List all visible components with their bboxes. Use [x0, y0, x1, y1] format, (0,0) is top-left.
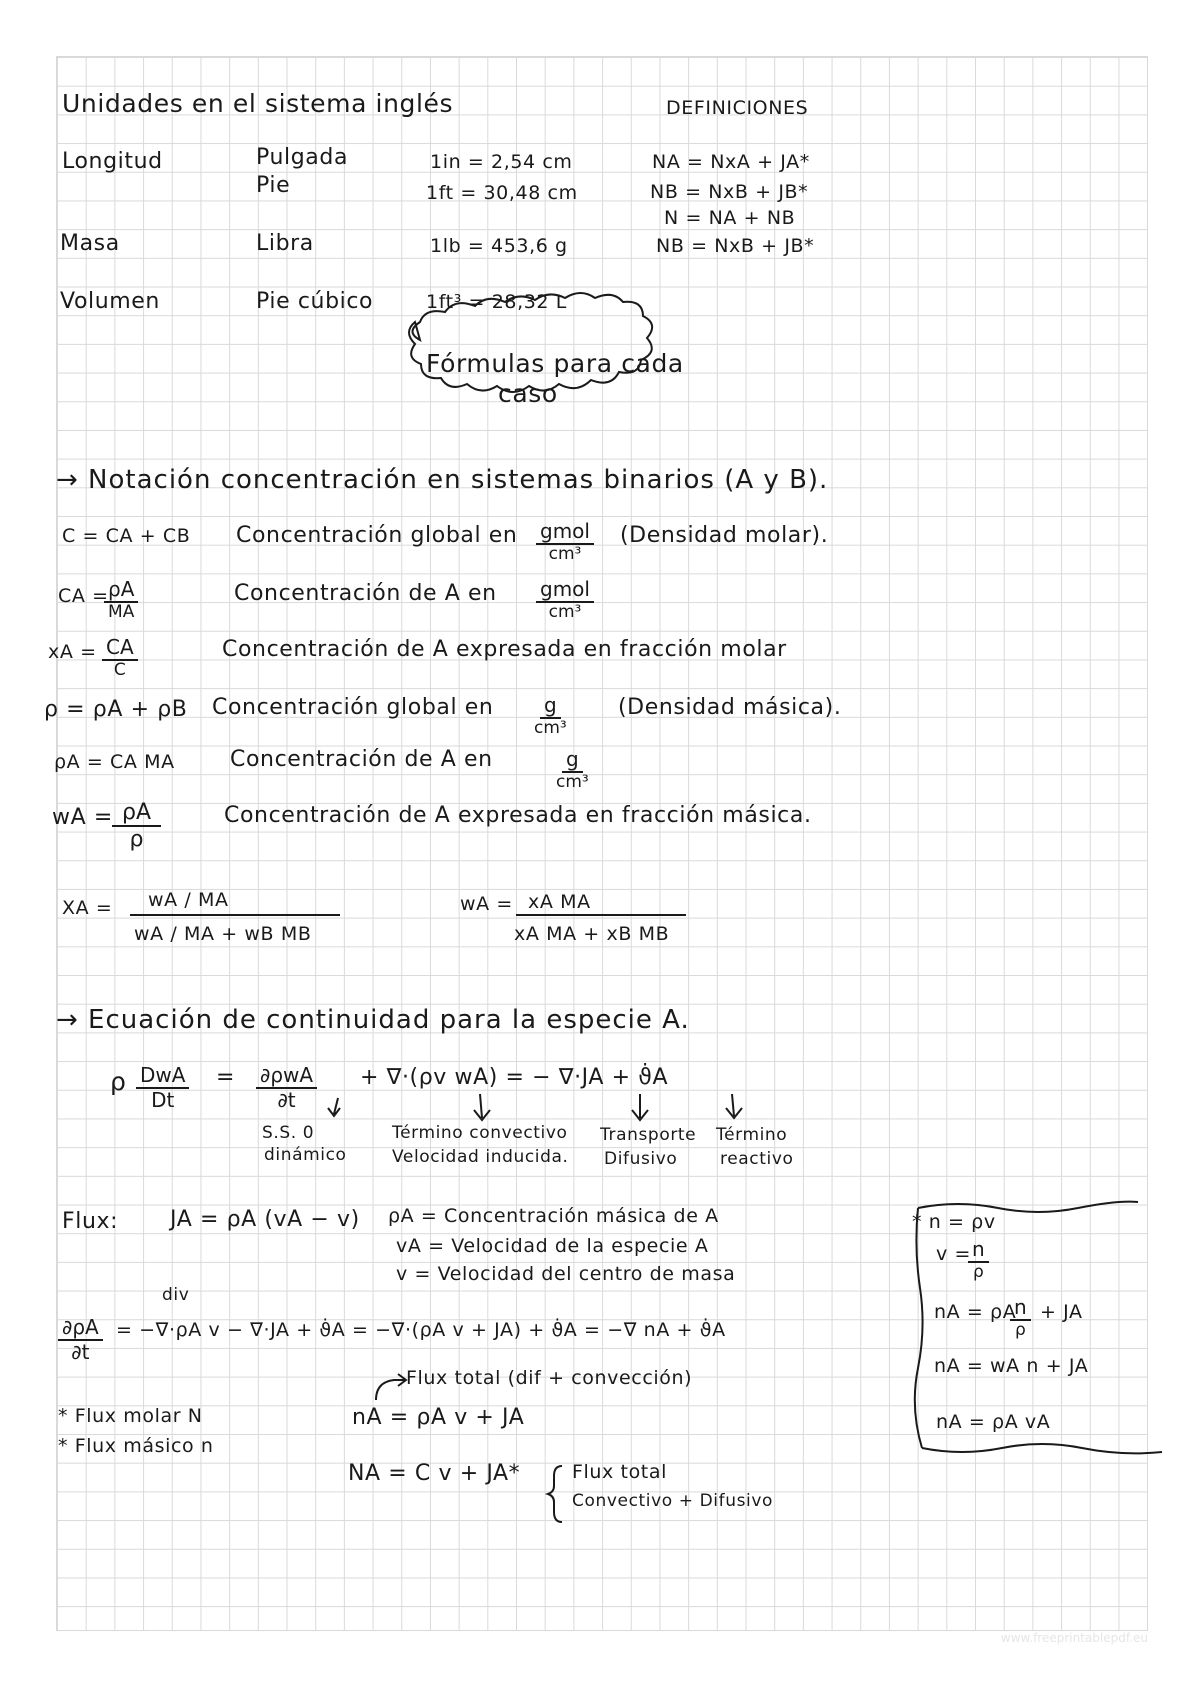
continuity-rho: ρ	[110, 1067, 127, 1096]
notation-description: Concentración global en	[212, 695, 494, 720]
fraction-numerator: g	[562, 748, 583, 773]
notation-equation-lhs: wA =	[52, 805, 113, 830]
notation-equation-lhs: CA =	[58, 585, 109, 607]
unit-name: Libra	[256, 231, 314, 256]
term-label: Transporte	[600, 1125, 697, 1145]
continuity-heading: → Ecuación de continuidad para la especie A.	[56, 1005, 690, 1035]
notation-equation: C = CA + CB	[62, 525, 191, 547]
term-label: Velocidad inducida.	[392, 1147, 569, 1167]
conversion-lhs: XA =	[62, 897, 113, 919]
fraction-denominator: cm³	[556, 772, 589, 792]
fraction-denominator: cm³	[548, 544, 582, 564]
fraction-denominator: ∂t	[277, 1088, 296, 1112]
conversion-numerator: wA / MA	[148, 889, 229, 911]
total-flux-label: Flux total (dif + convección)	[406, 1367, 693, 1389]
unit-conversion: 1lb = 453,6 g	[430, 235, 568, 257]
conversion-lhs: wA =	[460, 893, 513, 915]
unit-name: Pie	[256, 173, 291, 198]
box-line: nA = wA n + JA	[934, 1355, 1089, 1377]
unit-name: Pulgada	[256, 145, 349, 170]
watermark: www.freeprintablepdf.eu	[1000, 1631, 1148, 1645]
notation-equation-lhs: xA =	[48, 641, 97, 663]
fraction-numerator: CA	[102, 636, 138, 661]
fraction-denominator: ρ	[972, 1262, 984, 1282]
box-fraction	[1010, 1296, 1031, 1341]
box-line: nA = ρA	[934, 1301, 1017, 1323]
fraction-denominator: MA	[108, 602, 135, 622]
molar-flux-note: * Flux molar N	[58, 1405, 203, 1427]
conversion-numerator: xA MA	[528, 891, 591, 913]
fraction-denominator: ∂t	[71, 1340, 90, 1364]
notation-description: Concentración de A expresada en fracción molar	[222, 637, 787, 662]
flux-definition: vA = Velocidad de la especie A	[396, 1235, 709, 1257]
notation-description: Concentración de A en	[234, 581, 497, 606]
mass-flux-equation: nA = ρA v + JA	[352, 1405, 525, 1430]
fraction-numerator: n	[1010, 1296, 1031, 1321]
fraction-numerator: ρA	[104, 578, 138, 603]
units-title: Unidades en el sistema inglés	[62, 89, 454, 118]
unit-conversion: 1in = 2,54 cm	[430, 151, 573, 173]
notation-heading: → Notación concentración en sistemas binarios (A y B).	[56, 465, 829, 495]
massic-flux-note: * Flux másico n	[58, 1435, 214, 1457]
fraction-denominator: cm³	[548, 602, 582, 622]
equals-sign: =	[216, 1065, 236, 1090]
continuity-rest: + ∇·(ρv wA) = − ∇·JA + ϑ̇A	[360, 1065, 669, 1090]
fraction-numerator: n	[968, 1238, 989, 1263]
definition-line: N = NA + NB	[664, 207, 796, 229]
fraction-numerator: ∂ρwA	[256, 1064, 317, 1089]
fraction-numerator: DwA	[136, 1064, 189, 1089]
unit-conversion: 1ft³ = 28,32 L	[426, 291, 567, 313]
term-label: Difusivo	[604, 1149, 678, 1169]
fraction-denominator: ρ	[1014, 1320, 1026, 1340]
definition-line: NA = NxA + JA*	[652, 151, 810, 173]
definition-line: NB = NxB + JB*	[650, 181, 809, 203]
notation-equation: ρA = CA MA	[54, 751, 175, 773]
unit-quantity: Longitud	[62, 149, 163, 174]
conversion-denominator: xA MA + xB MB	[514, 923, 670, 945]
notation-description: Concentración de A en	[230, 747, 493, 772]
unit-name: Pie cúbico	[256, 289, 374, 314]
flux-equation: JA = ρA (vA − v)	[170, 1207, 360, 1232]
notation-description: Concentración global en	[236, 523, 518, 548]
term-label: Término	[716, 1125, 788, 1145]
box-fraction	[968, 1238, 989, 1283]
pde-rest: = −∇·ρA v − ∇·JA + ϑ̇A = −∇·(ρA v + JA) + ϑ̇A = −∇ nA + ϑ̇A	[116, 1319, 726, 1341]
notation-description: Concentración de A expresada en fracción másica.	[224, 803, 812, 828]
box-line: + JA	[1040, 1301, 1083, 1323]
notation-equation: ρ = ρA + ρB	[44, 697, 188, 722]
fraction-numerator: ∂ρA	[58, 1316, 103, 1341]
notation-note: (Densidad molar).	[620, 523, 829, 548]
notation-note: (Densidad másica).	[618, 695, 842, 720]
cloud-line-2: caso	[498, 379, 558, 408]
cloud-line-1: Fórmulas para cada	[426, 349, 684, 378]
fraction-denominator: cm³	[534, 718, 567, 738]
fraction-numerator: ρA	[112, 800, 161, 827]
box-line: nA = ρA vA	[936, 1411, 1051, 1433]
conversion-denominator: wA / MA + wB MB	[134, 923, 312, 945]
brace-line-1: Flux total	[572, 1461, 667, 1483]
fraction-numerator: gmol	[536, 520, 594, 545]
definition-line: NB = NxB + JB*	[656, 235, 815, 257]
flux-label: Flux:	[62, 1209, 119, 1234]
fraction-numerator: g	[540, 694, 561, 719]
div-label: div	[162, 1285, 190, 1305]
steady-state-note: dinámico	[264, 1145, 347, 1165]
unit-conversion: 1ft = 30,48 cm	[426, 182, 578, 204]
term-label: Término convectivo	[392, 1123, 568, 1143]
fraction-denominator: ρ	[129, 827, 144, 853]
box-line: * n = ρv	[912, 1211, 996, 1233]
term-label: reactivo	[720, 1149, 794, 1169]
unit-quantity: Masa	[60, 231, 120, 256]
unit-quantity: Volumen	[60, 289, 160, 314]
box-line: v =	[936, 1243, 972, 1265]
fraction-denominator: C	[113, 660, 126, 680]
steady-state-note: S.S. 0	[262, 1123, 315, 1143]
definitions-title: DEFINICIONES	[666, 97, 809, 119]
fraction-numerator: gmol	[536, 578, 594, 603]
fraction-denominator: Dt	[151, 1088, 175, 1112]
flux-definition: v = Velocidad del centro de masa	[396, 1263, 736, 1285]
molar-flux-equation: NA = C v + JA*	[348, 1461, 521, 1486]
flux-definition: ρA = Concentración másica de A	[388, 1205, 719, 1227]
brace-line-2: Convectivo + Difusivo	[572, 1491, 774, 1511]
